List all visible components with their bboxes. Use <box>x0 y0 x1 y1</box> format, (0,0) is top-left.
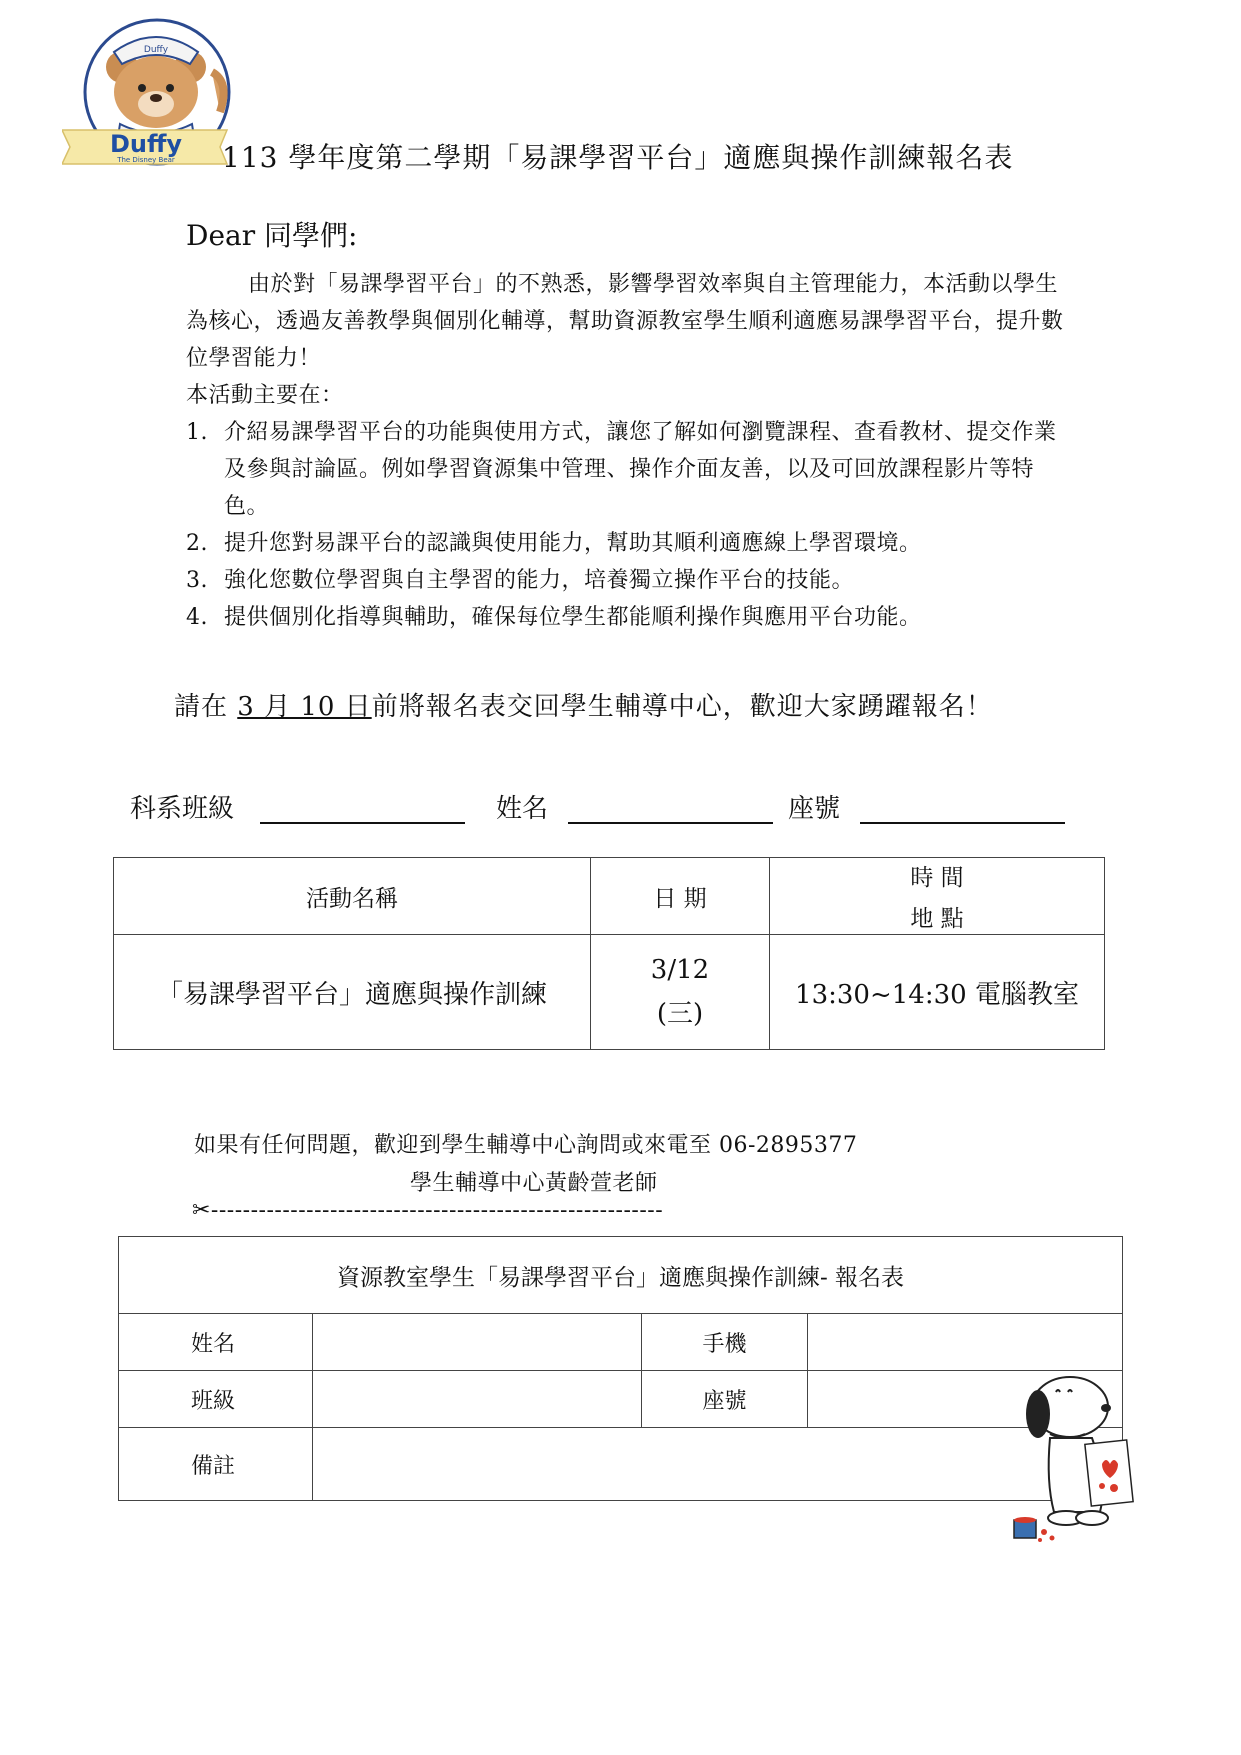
form-name-input[interactable] <box>313 1314 642 1371</box>
list-item <box>186 599 1066 636</box>
deadline-date: 3 月 10 日 <box>237 692 372 722</box>
deadline-prefix: 請在 <box>174 692 238 722</box>
form-seat-label: 座號 <box>642 1371 808 1428</box>
header-activity-name: 活動名稱 <box>114 858 591 935</box>
event-table <box>113 857 1105 1050</box>
list-item-text: 強化您數位學習與自主學習的能力，培養獨立操作平台的技能。 <box>224 568 855 593</box>
duffy-logo <box>62 12 242 182</box>
teacher-name: 學生輔導中心黃齡萱老師 <box>410 1171 658 1196</box>
list-item-text: 介紹易課學習平台的功能與使用方式，讓您了解如何瀏覽課程、查看教材、提交作業及參與討論區。例如學習資源集中管理、操作介面友善，以及可回放課程影片等特色。 <box>224 420 1057 519</box>
list-item-number: 1. <box>186 420 208 445</box>
activity-name-cell: 「易課學習平台」適應與操作訓練 <box>114 935 591 1050</box>
contact-info: 如果有任何問題，歡迎到學生輔導中心詢問或來電至 06-2895377 <box>194 1133 858 1158</box>
list-item <box>186 525 1066 562</box>
svg-text:Duffy: Duffy <box>143 45 169 55</box>
form-class-input[interactable] <box>313 1371 642 1428</box>
list-item-number: 2. <box>186 531 208 556</box>
form-note-label: 備註 <box>119 1428 313 1501</box>
focus-heading: 本活動主要在： <box>186 383 344 408</box>
registration-form-table <box>118 1236 1123 1501</box>
seat-field-line[interactable] <box>860 822 1065 824</box>
intro-paragraph: 由於對「易課學習平台」的不熟悉，影響學習效率與自主管理能力，本活動以學生為核心，透過友善教學與個別化輔導，幫助資源教室學生順利適應易課學習平台，提升數位學習能力！ <box>186 272 1064 371</box>
form-title-row <box>119 1237 1123 1314</box>
name-field-label: 姓名 <box>496 794 549 824</box>
header-date: 日 期 <box>591 858 770 935</box>
table-row <box>119 1371 1123 1428</box>
class-field-label: 科系班級 <box>130 794 235 824</box>
form-note-input[interactable] <box>313 1428 1123 1501</box>
form-class-label: 班級 <box>119 1371 313 1428</box>
date-cell <box>591 935 770 1050</box>
seat-field-label: 座號 <box>788 794 841 824</box>
snoopy-illustration <box>1010 1362 1152 1547</box>
svg-text:The Disney Bear: The Disney Bear <box>117 156 175 164</box>
cut-line: ✂--------------------------------------------------------- <box>192 1198 664 1223</box>
list-item-text: 提供個別化指導與輔助，確保每位學生都能順利操作與應用平台功能。 <box>224 605 922 630</box>
date-value: 3/12 <box>650 954 710 985</box>
list-item-number: 4. <box>186 605 208 630</box>
list-item <box>186 414 1066 525</box>
table-row <box>119 1314 1123 1371</box>
header-time-place <box>770 858 1105 935</box>
form-phone-label: 手機 <box>642 1314 808 1371</box>
list-item-number: 3. <box>186 568 208 593</box>
list-item-text: 提升您對易課平台的認識與使用能力，幫助其順利適應線上學習環境。 <box>224 531 922 556</box>
deadline-notice <box>174 686 993 723</box>
weekday-value: (三) <box>656 998 704 1029</box>
class-field-line[interactable] <box>260 822 465 824</box>
name-field-line[interactable] <box>568 822 773 824</box>
header-time: 時 間 <box>910 865 964 891</box>
page-title: 113 學年度第二學期「易課學習平台」適應與操作訓練報名表 <box>222 141 1014 174</box>
header-place: 地 點 <box>910 906 964 932</box>
form-name-label: 姓名 <box>119 1314 313 1371</box>
form-title: 資源教室學生「易課學習平台」適應與操作訓練- 報名表 <box>119 1237 1123 1314</box>
table-row <box>114 935 1105 1050</box>
greeting: Dear 同學們: <box>186 219 358 252</box>
table-row <box>119 1428 1123 1501</box>
table-header-row <box>114 858 1105 935</box>
time-place-cell: 13:30~14:30 電腦教室 <box>770 935 1105 1050</box>
deadline-suffix: 前將報名表交回學生輔導中心，歡迎大家踴躍報名！ <box>371 692 993 722</box>
svg-text:Duffy: Duffy <box>109 130 183 158</box>
list-item <box>186 562 1066 599</box>
